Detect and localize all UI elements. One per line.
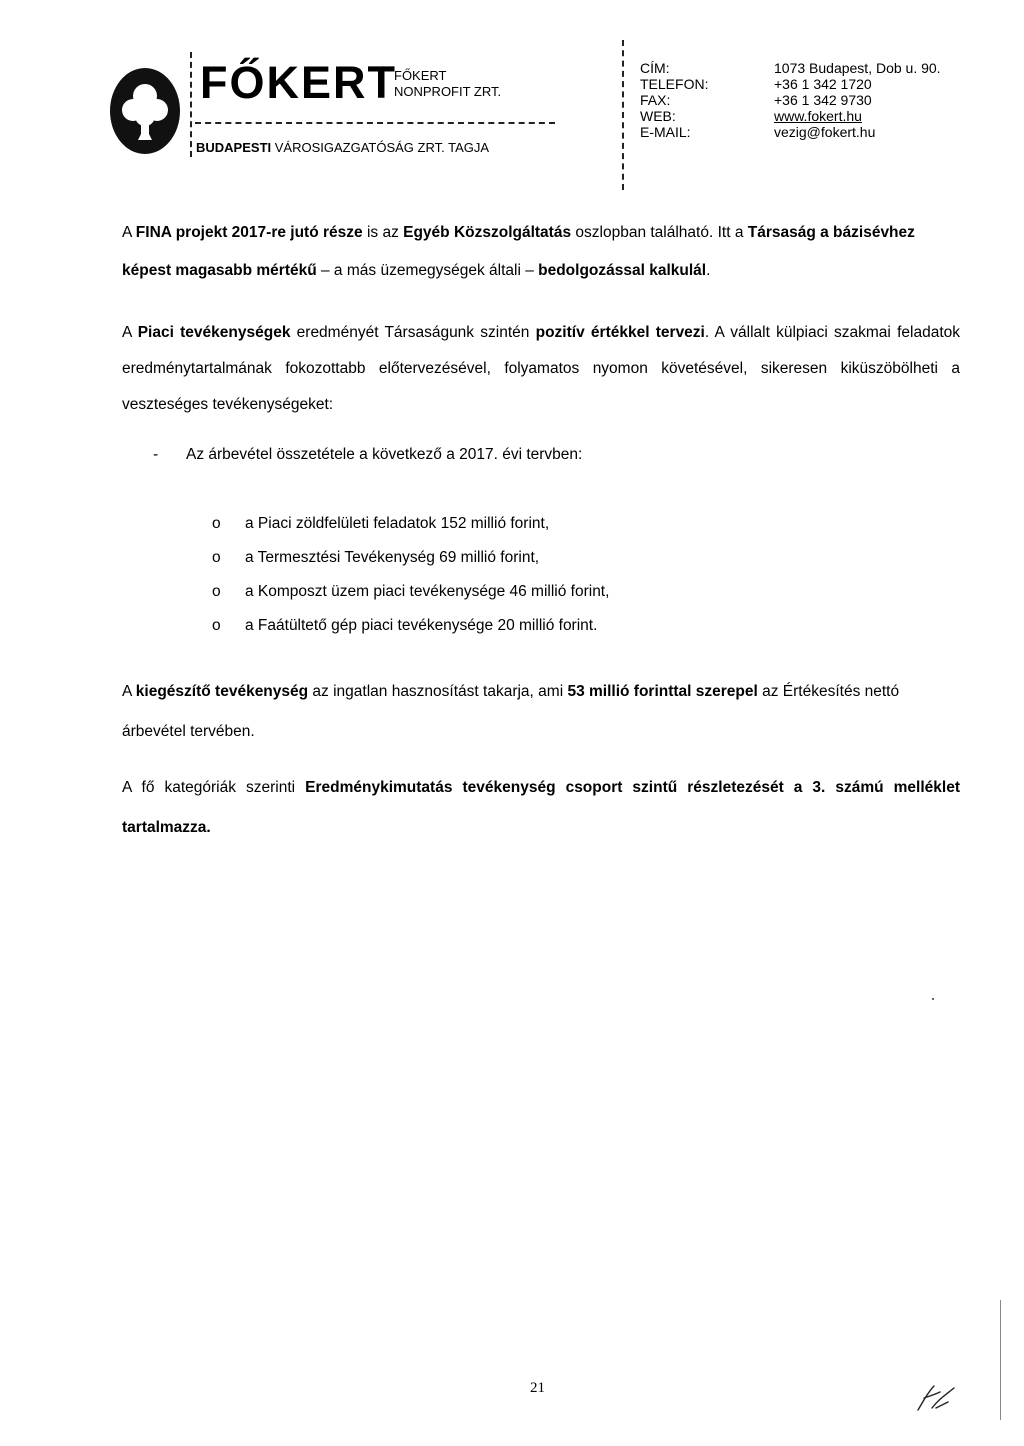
text-run: A (122, 224, 136, 241)
text-run: . (706, 262, 711, 279)
text-run-bold: bedolgozással kalkulál (538, 262, 707, 279)
brand-subtitle-line1: FŐKERT (394, 68, 447, 83)
text-run: A (122, 324, 138, 341)
paragraph-market-activities (122, 315, 960, 423)
contact-row-fax (640, 92, 941, 108)
text-run: A fő kategóriák szerinti (122, 779, 306, 796)
text-run-bold: Eredménykimutatás tevékenység csoport szintű részletezését a 3. számú melléklet tartalmazza. (122, 779, 960, 836)
contact-value: 1073 Budapest, Dob u. 90. (774, 60, 941, 76)
text-run-bold: FINA projekt 2017-re jutó része (135, 224, 363, 241)
contact-label: CÍM: (640, 60, 670, 76)
text-run-bold: pozitív értékkel tervezi (535, 324, 705, 341)
contact-value (774, 108, 862, 124)
contact-row-web (640, 108, 941, 124)
text-run: – a más üzemegységek általi – (316, 262, 539, 279)
revenue-breakdown-list (212, 514, 609, 650)
contact-label: FAX: (640, 92, 671, 108)
contact-value: +36 1 342 9730 (774, 92, 872, 108)
fokert-tree-logo-icon (108, 66, 182, 156)
contact-value: vezig@fokert.hu (774, 124, 876, 140)
paragraph-fina-project (122, 214, 960, 290)
text-run-bold: Egyéb Közszolgáltatás (403, 224, 572, 241)
text-run-bold: 53 millió forinttal szerepel (567, 683, 758, 700)
header-divider-left (190, 52, 192, 157)
brand-subtitle (394, 68, 501, 100)
list-item (212, 616, 609, 650)
dash-marker: - (153, 446, 159, 463)
header-divider-right (622, 40, 624, 190)
text-run: oszlopban található. Itt a (571, 224, 748, 241)
brand-subtitle-line2: NONPROFIT ZRT. (394, 84, 502, 99)
list-item-text: Az árbevétel összetétele a következő a 2017. évi tervben: (186, 446, 583, 463)
text-run-bold: Társaság a bázisévhez képest magasabb mértékű (122, 224, 915, 279)
bullet-marker: o (212, 583, 221, 600)
list-item-text: a Termesztési Tevékenység 69 millió forint, (245, 549, 540, 566)
paragraph-supplementary-activity (122, 672, 960, 752)
text-run: . A vállalt külpiaci szakmai feladatok eredménytartalmának fokozottabb előtervezésével, folyamatos nyomon követésével, sikeresen kiküszöbölheti a veszteséges tevékenységeket: (122, 324, 960, 413)
bullet-marker: o (212, 617, 221, 634)
list-item-text: a Piaci zöldfelületi feladatok 152 millió forint, (245, 515, 550, 532)
list-item-text: a Komposzt üzem piaci tevékenysége 46 millió forint, (245, 583, 610, 600)
text-run-bold: Piaci tevékenységek (137, 324, 291, 341)
contact-row-email (640, 124, 941, 140)
list-item (212, 514, 609, 548)
contact-row-phone (640, 76, 941, 92)
bullet-marker: o (212, 515, 221, 532)
text-run: az Értékesítés nettó árbevétel tervében. (122, 683, 900, 740)
text-run: az ingatlan hasznosítást takarja, ami (308, 683, 568, 700)
page-number: 21 (530, 1380, 545, 1396)
list-item (212, 548, 609, 582)
contact-label: TELEFON: (640, 76, 709, 92)
tagline (196, 140, 489, 155)
list-item (212, 582, 609, 616)
paragraph-appendix-reference (122, 768, 960, 848)
tagline-rest: VÁROSIGAZGATÓSÁG ZRT. TAGJA (274, 140, 490, 155)
contact-row-address (640, 60, 941, 76)
contact-label: E-MAIL: (640, 124, 691, 140)
tagline-bold: BUDAPESTI (196, 140, 272, 155)
list-item-text: a Faátültető gép piaci tevékenysége 20 millió forint. (245, 617, 598, 634)
handwritten-initials-signature (910, 1378, 960, 1418)
text-run-bold: kiegészítő tevékenység (135, 683, 309, 700)
web-link[interactable]: www.fokert.hu (774, 108, 862, 124)
text-run: A (122, 683, 136, 700)
contact-block (640, 60, 941, 140)
bullet-marker: o (212, 549, 221, 566)
contact-label: WEB: (640, 108, 676, 124)
scan-speck (932, 998, 934, 1000)
text-run: eredményét Társaságunk szintén (290, 324, 536, 341)
header-divider-horizontal (195, 122, 555, 124)
scan-edge-line (1000, 1300, 1001, 1420)
text-run: is az (362, 224, 404, 241)
brand-name: FŐKERT (200, 57, 397, 108)
contact-value: +36 1 342 1720 (774, 76, 872, 92)
